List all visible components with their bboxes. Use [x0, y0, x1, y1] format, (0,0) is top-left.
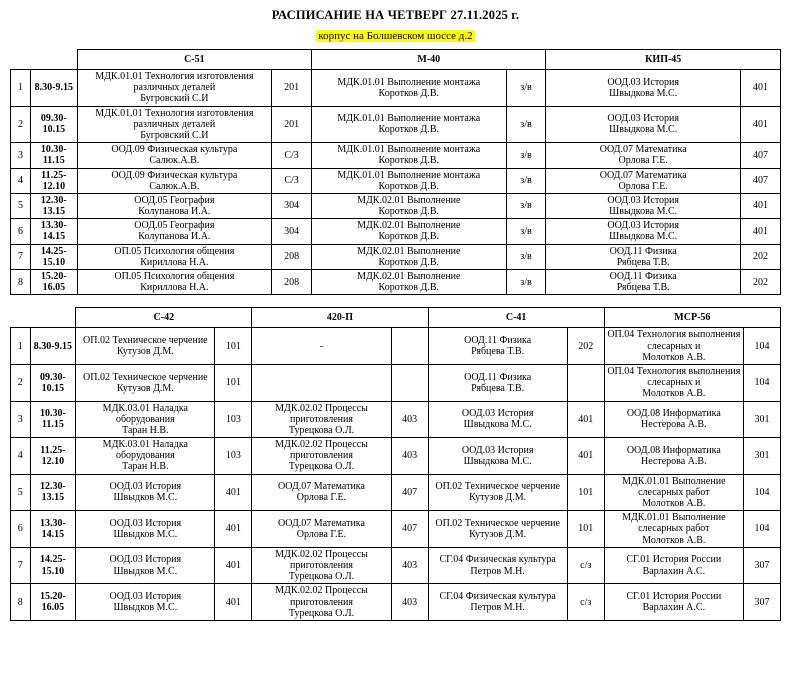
lesson-cell: [428, 474, 567, 511]
discipline: МДК.01.01 Выполнение монтажа: [337, 76, 481, 88]
lesson-cell: [428, 328, 567, 365]
teacher: Кириллова Н.А.: [140, 256, 209, 268]
lesson-cell: [252, 474, 391, 511]
room: 101: [567, 511, 604, 548]
teacher: Швыдков М.С.: [113, 528, 178, 540]
lesson-cell: [312, 219, 506, 244]
table-row: [11, 474, 781, 511]
lesson-number: 3: [11, 401, 31, 438]
discipline: МДК.02.02 Процессы приготовления: [275, 439, 368, 462]
building-note-wrap: [10, 26, 781, 44]
room: з/в: [506, 106, 546, 143]
teacher: Орлова Г.Е.: [618, 180, 668, 192]
discipline: СГ.01 История России: [626, 554, 722, 566]
lesson-time: 11.25-12.10: [30, 438, 76, 475]
room: з/в: [506, 143, 546, 168]
lesson-cell: [546, 70, 740, 107]
lesson-time: 12.30-13.15: [30, 474, 76, 511]
discipline: ОП.04 Технология выполнения слесарных и: [607, 365, 741, 389]
teacher: Швыдкова М.С.: [463, 455, 532, 467]
table-row: [11, 364, 781, 401]
page-title: РАСПИСАНИЕ НА ЧЕТВЕРГ 27.11.2025 г.: [271, 8, 520, 22]
room: 202: [740, 270, 780, 295]
teacher: Турецкова О.Л.: [288, 571, 355, 583]
corner-cell: [30, 50, 77, 70]
table-row: [11, 143, 781, 168]
lesson-number: 8: [11, 584, 31, 621]
room: 401: [215, 511, 252, 548]
lesson-cell: [252, 511, 391, 548]
lesson-cell: [546, 219, 740, 244]
lesson-cell: [604, 547, 743, 584]
teacher: Рябцева Т.В.: [471, 346, 525, 358]
discipline: МДК.01.01 Выполнение монтажа: [337, 144, 481, 156]
room: [391, 364, 428, 401]
lesson-cell: [546, 168, 740, 193]
lesson-time: 15.20-16.05: [30, 270, 77, 295]
lesson-cell: [312, 143, 506, 168]
room: 202: [567, 328, 604, 365]
teacher: Петров М.Н.: [470, 565, 525, 577]
lesson-cell: [76, 364, 215, 401]
discipline: ООД.07 Математика: [599, 169, 687, 181]
lesson-time: 10.30-11.15: [30, 143, 77, 168]
corner-cell: [11, 50, 31, 70]
lesson-time: 14.25-15.10: [30, 547, 76, 584]
lesson-number: 2: [11, 106, 31, 143]
lesson-cell: [77, 106, 271, 143]
table-row: [11, 193, 781, 218]
room: 101: [215, 364, 252, 401]
discipline: ООД.03 История: [109, 481, 182, 493]
lesson-cell: [546, 270, 740, 295]
lesson-number: 4: [11, 168, 31, 193]
discipline: ООД.09 Физическая культура: [111, 144, 238, 156]
lesson-number: 7: [11, 547, 31, 584]
discipline: ООД.03 История: [109, 590, 182, 602]
discipline: МДК.02.01 Выполнение: [357, 194, 461, 206]
room: з/в: [506, 270, 546, 295]
group-header: С-41: [428, 308, 604, 328]
table-row: [11, 270, 781, 295]
lesson-time: 13.30-14.15: [30, 219, 77, 244]
teacher: Швыдков М.С.: [113, 602, 178, 614]
lesson-cell: [77, 70, 271, 107]
lesson-time: 8.30-9.15: [30, 328, 76, 365]
discipline: ООД.03 История: [461, 444, 534, 456]
teacher: Таран Н.В.: [122, 461, 169, 473]
discipline: МДК.02.02 Процессы приготовления: [275, 402, 368, 425]
lesson-cell: [76, 474, 215, 511]
discipline: ОП.02 Техническое черчение Кутузов Д.М.: [83, 334, 208, 358]
room: 304: [272, 219, 312, 244]
teacher: Колупанова И.А.: [138, 231, 211, 243]
lesson-cell: [604, 328, 743, 365]
discipline: ООД.03 История: [607, 194, 680, 206]
discipline: -: [319, 340, 324, 352]
discipline: ООД.07 Математика: [599, 144, 687, 156]
room: с/з: [567, 547, 604, 584]
table-row: [11, 70, 781, 107]
lesson-cell: [546, 193, 740, 218]
room: 401: [567, 438, 604, 475]
lesson-cell: [252, 328, 391, 365]
lesson-cell: [312, 193, 506, 218]
discipline: ООД.03 История: [607, 220, 680, 232]
teacher: Колупанова И.А.: [138, 206, 211, 218]
teacher: Швыдков М.С.: [113, 565, 178, 577]
room: 403: [391, 401, 428, 438]
teacher: Салюк.А.В.: [149, 155, 200, 167]
discipline: ООД.07 Математика: [278, 517, 365, 529]
corner-cell: [11, 308, 31, 328]
lesson-cell: [77, 143, 271, 168]
lesson-cell: [77, 270, 271, 295]
room: 401: [740, 106, 780, 143]
lesson-time: 12.30-13.15: [30, 193, 77, 218]
lesson-cell: [76, 401, 215, 438]
lesson-cell: [76, 547, 215, 584]
discipline: ООД.09 Физическая культура: [111, 169, 238, 181]
room: 403: [391, 584, 428, 621]
lesson-cell: [604, 438, 743, 475]
group-header: С-42: [76, 308, 252, 328]
discipline: МДК.02.02 Процессы приготовления: [275, 585, 368, 608]
table-row: [11, 244, 781, 269]
discipline: ОП.02 Техническое черчение Кутузов Д.М.: [435, 481, 560, 504]
room: 103: [215, 401, 252, 438]
lesson-cell: [76, 511, 215, 548]
schedule-table-1: [10, 49, 781, 295]
teacher: Рябцева Т.В.: [471, 382, 525, 394]
teacher: Молотков А.В.: [642, 388, 706, 400]
discipline: ООД.08 Информатика: [626, 408, 721, 420]
room: С/З: [272, 168, 312, 193]
teacher: Молотков А.В.: [642, 351, 706, 363]
lesson-number: 3: [11, 143, 31, 168]
discipline: МДК.03.01 Наладка оборудования: [102, 439, 188, 462]
room: [567, 364, 604, 401]
room: 103: [215, 438, 252, 475]
teacher: Коротков Д.В.: [378, 206, 440, 218]
discipline: ООД.03 История: [607, 76, 680, 88]
lesson-cell: [76, 328, 215, 365]
discipline: СГ.04 Физическая культура: [439, 590, 556, 602]
lesson-cell: [252, 547, 391, 584]
lesson-number: 7: [11, 244, 31, 269]
lesson-cell: [77, 244, 271, 269]
lesson-time: 13.30-14.15: [30, 511, 76, 548]
discipline: ООД.11 Физика: [609, 245, 677, 257]
room: 401: [740, 219, 780, 244]
lesson-time: 14.25-15.10: [30, 244, 77, 269]
teacher: Турецкова О.Л.: [288, 607, 355, 619]
lesson-number: 1: [11, 70, 31, 107]
table-row: [11, 511, 781, 548]
room: [391, 328, 428, 365]
teacher: Швыдкова М.С.: [609, 124, 678, 136]
room: 401: [740, 193, 780, 218]
teacher: Рябцева Т.В.: [616, 282, 670, 294]
lesson-cell: [546, 106, 740, 143]
room: 307: [743, 584, 780, 621]
lesson-cell: [77, 193, 271, 218]
group-header: С-51: [77, 50, 311, 70]
discipline: МДК.02.01 Выполнение: [357, 245, 461, 257]
room: 307: [743, 547, 780, 584]
teacher: Рябцева Т.В.: [616, 256, 670, 268]
teacher: Орлова Г.Е.: [296, 528, 347, 540]
teacher: Швыдкова М.С.: [609, 231, 678, 243]
teacher: Орлова Г.Е.: [296, 492, 347, 504]
discipline: ООД.07 Математика: [278, 481, 365, 493]
lesson-cell: [252, 401, 391, 438]
lesson-time: 09.30-10.15: [30, 364, 76, 401]
discipline: ООД.05 География: [134, 220, 215, 232]
lesson-cell: [77, 168, 271, 193]
room: 403: [391, 438, 428, 475]
discipline: ООД.03 История: [607, 113, 680, 125]
lesson-number: 6: [11, 511, 31, 548]
room: 407: [740, 143, 780, 168]
lesson-cell: [428, 584, 567, 621]
teacher: Молотков А.В.: [642, 498, 706, 509]
group-header-row: [11, 308, 781, 328]
room: 401: [215, 584, 252, 621]
room: 401: [215, 474, 252, 511]
discipline: ООД.11 Физика: [464, 334, 532, 346]
lesson-number: 1: [11, 328, 31, 365]
room: 101: [215, 328, 252, 365]
room: 304: [272, 193, 312, 218]
room: з/в: [506, 244, 546, 269]
teacher: Кириллова Н.А.: [140, 282, 209, 294]
table-row: [11, 168, 781, 193]
table-row: [11, 219, 781, 244]
discipline: ООД.05 География: [134, 194, 215, 206]
lesson-cell: [76, 438, 215, 475]
corner-cell: [30, 308, 76, 328]
discipline: ОП.02 Техническое черчение Кутузов Д.М.: [83, 371, 208, 394]
teacher: Швыдкова М.С.: [609, 206, 678, 218]
teacher: Коротков Д.В.: [378, 124, 440, 136]
discipline: ООД.11 Физика: [609, 271, 677, 282]
table-row: [11, 438, 781, 475]
discipline: ООД.08 Информатика: [626, 444, 721, 456]
teacher: Коротков Д.В.: [378, 180, 440, 192]
table-separator: [10, 295, 781, 307]
lesson-cell: [312, 70, 506, 107]
room: 201: [272, 70, 312, 107]
discipline: ООД.11 Физика: [464, 371, 532, 383]
discipline: ОП.02 Техническое черчение Кутузов Д.М.: [435, 517, 560, 540]
discipline: ООД.03 История: [109, 554, 182, 566]
group-header: 420-П: [252, 308, 428, 328]
lesson-cell: [76, 584, 215, 621]
schedule-table-2: [10, 307, 781, 621]
room: з/в: [506, 168, 546, 193]
room: 104: [743, 328, 780, 365]
lesson-cell: [77, 219, 271, 244]
lesson-cell: [252, 438, 391, 475]
teacher: Салюк.А.В.: [149, 180, 200, 192]
lesson-cell: [312, 244, 506, 269]
discipline: ОП.04 Технология выполнения слесарных и: [607, 329, 741, 352]
teacher: Бугровский С.И: [140, 129, 209, 141]
teacher: Нестерова А.В.: [641, 455, 707, 467]
teacher: Коротков Д.В.: [378, 256, 440, 268]
lesson-number: 4: [11, 438, 31, 475]
schedule-body-1: [11, 70, 781, 295]
lesson-time: 15.20-16.05: [30, 584, 76, 621]
lesson-cell: [312, 168, 506, 193]
discipline: МДК.01.01 Технология изготовления различных деталей: [95, 71, 254, 94]
discipline: ОП.05 Психология общения: [114, 245, 235, 257]
room: з/в: [506, 219, 546, 244]
room: 208: [272, 270, 312, 295]
room: 301: [743, 438, 780, 475]
discipline: СГ.01 История России: [626, 590, 722, 602]
discipline: ООД.03 История: [461, 408, 534, 420]
room: 407: [391, 474, 428, 511]
table-row: [11, 106, 781, 143]
lesson-cell: [604, 364, 743, 401]
teacher: Коротков Д.В.: [378, 231, 440, 243]
lesson-cell: [604, 401, 743, 438]
discipline: СГ.04 Физическая культура: [439, 554, 556, 566]
lesson-cell: [604, 511, 743, 548]
teacher: Швыдкова М.С.: [463, 419, 532, 431]
lesson-number: 2: [11, 364, 31, 401]
lesson-cell: [428, 401, 567, 438]
room: 401: [567, 401, 604, 438]
group-header: КИП-45: [546, 50, 781, 70]
room: 104: [743, 474, 780, 511]
table-row: [11, 328, 781, 365]
teacher: Петров М.Н.: [470, 602, 525, 614]
teacher: Коротков Д.В.: [378, 282, 440, 294]
table-row: [11, 401, 781, 438]
lesson-time: 09.30-10.15: [30, 106, 77, 143]
table-row: [11, 547, 781, 584]
group-header: М-40: [312, 50, 546, 70]
lesson-cell: [252, 584, 391, 621]
discipline: ОП.05 Психология общения: [114, 271, 235, 282]
discipline: МДК.02.01 Выполнение: [357, 220, 461, 232]
group-header: МСР-56: [604, 308, 780, 328]
room: з/в: [506, 193, 546, 218]
discipline: МДК.01.01 Выполнение слесарных работ: [622, 475, 726, 498]
teacher: Коротков Д.В.: [378, 155, 440, 167]
room: 301: [743, 401, 780, 438]
teacher: Варлахин А.С.: [642, 565, 706, 577]
teacher: Нестерова А.В.: [641, 419, 707, 431]
lesson-cell: [428, 511, 567, 548]
teacher: Швыдков М.С.: [113, 492, 178, 504]
lesson-cell: [428, 364, 567, 401]
teacher: Швыдкова М.С.: [609, 87, 678, 99]
schedule-body-2: [11, 328, 781, 621]
lesson-cell: [428, 547, 567, 584]
lesson-number: 6: [11, 219, 31, 244]
lesson-cell: [546, 143, 740, 168]
lesson-cell: [604, 584, 743, 621]
lesson-cell: [604, 474, 743, 511]
lesson-cell: [428, 438, 567, 475]
lesson-number: 8: [11, 270, 31, 295]
teacher: Коротков Д.В.: [378, 87, 440, 99]
teacher: Бугровский С.И: [140, 93, 209, 105]
discipline: МДК.01.01 Технология изготовления различных деталей: [95, 107, 254, 130]
group-header-row: [11, 50, 781, 70]
room: 401: [215, 547, 252, 584]
lesson-cell: [546, 244, 740, 269]
lesson-number: 5: [11, 474, 31, 511]
discipline: ООД.03 История: [109, 517, 182, 529]
lesson-time: 10.30-11.15: [30, 401, 76, 438]
discipline: МДК.03.01 Наладка оборудования: [102, 402, 188, 425]
teacher: Варлахин А.С.: [642, 602, 706, 614]
discipline: МДК.01.01 Выполнение слесарных работ: [622, 512, 726, 535]
lesson-number: 5: [11, 193, 31, 218]
teacher: Турецкова О.Л.: [288, 424, 355, 436]
room: 401: [740, 70, 780, 107]
room: 104: [743, 364, 780, 401]
room: з/в: [506, 70, 546, 107]
teacher: Молотков А.В.: [642, 534, 706, 546]
discipline: МДК.02.01 Выполнение: [357, 271, 461, 282]
lesson-time: 8.30-9.15: [30, 70, 77, 107]
discipline: МДК.01.01 Выполнение монтажа: [337, 169, 481, 181]
room: 403: [391, 547, 428, 584]
discipline: МДК.02.02 Процессы приготовления: [275, 548, 368, 571]
room: с/з: [567, 584, 604, 621]
discipline: МДК.01.01 Выполнение монтажа: [337, 113, 481, 125]
teacher: Турецкова О.Л.: [288, 461, 355, 473]
teacher: Орлова Г.Е.: [618, 155, 668, 167]
lesson-cell: [312, 106, 506, 143]
room: 104: [743, 511, 780, 548]
lesson-cell: [312, 270, 506, 295]
building-note: корпус на Болшевском шоссе д.2: [318, 30, 473, 42]
room: 201: [272, 106, 312, 143]
room: 208: [272, 244, 312, 269]
room: С/З: [272, 143, 312, 168]
room: 101: [567, 474, 604, 511]
lesson-cell: [252, 364, 391, 401]
room: 407: [740, 168, 780, 193]
table-row: [11, 584, 781, 621]
room: 407: [391, 511, 428, 548]
lesson-time: 11.25-12.10: [30, 168, 77, 193]
teacher: Таран Н.В.: [122, 424, 169, 436]
room: 202: [740, 244, 780, 269]
